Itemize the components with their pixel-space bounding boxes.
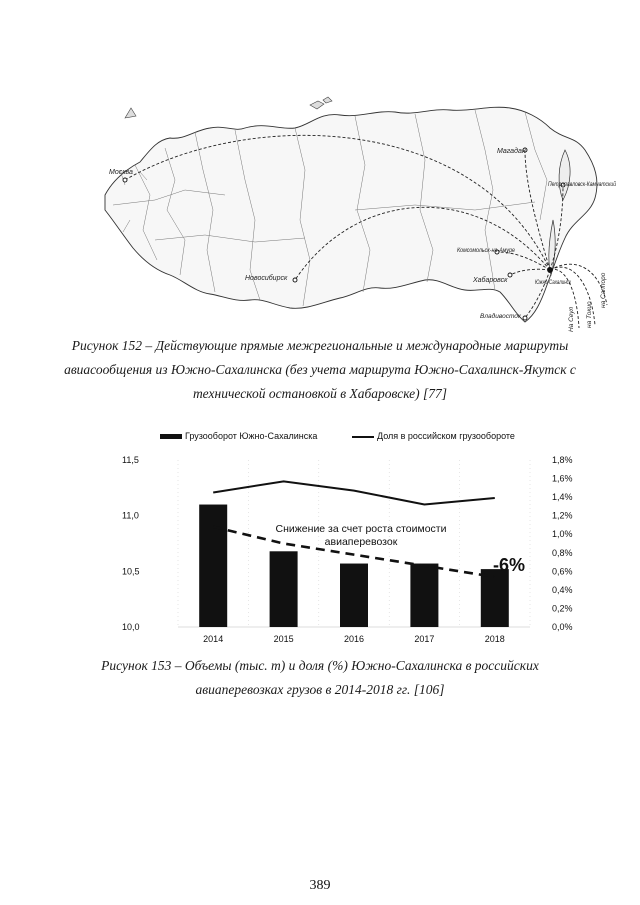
y-left-tick-label: 11,0 bbox=[122, 510, 139, 521]
y-right-tick-label: 1,2% bbox=[552, 510, 573, 521]
label-moscow: Москва bbox=[109, 169, 133, 176]
marker-moscow bbox=[123, 178, 127, 182]
marker-khabarovsk bbox=[508, 273, 512, 277]
arctic-islands bbox=[125, 97, 332, 118]
share-line bbox=[213, 481, 495, 504]
caption-line: Рисунок 153 – Объемы (тыс. т) и доля (%) Южно-Сахалинска в российских bbox=[101, 658, 539, 673]
y-left-tick-label: 11,5 bbox=[122, 455, 139, 465]
legend-bar-swatch bbox=[160, 434, 182, 439]
y-right-tick-label: 1,6% bbox=[552, 473, 573, 484]
route-map bbox=[95, 70, 636, 340]
x-tick-label: 2018 bbox=[484, 634, 505, 644]
y-right-tick-label: 0,0% bbox=[552, 622, 573, 632]
label-khabarovsk: Хабаровск bbox=[473, 277, 508, 284]
bar-2014 bbox=[199, 505, 227, 627]
label-vladivostok: Владивосток bbox=[480, 313, 521, 320]
legend-bar-label: Грузооборот Южно-Сахалинска bbox=[185, 431, 318, 441]
y-right-tick-label: 1,0% bbox=[552, 529, 573, 540]
caption-line: авиаперевозках грузов в 2014-2018 гг. [106] bbox=[195, 682, 445, 697]
label-novosibirsk: Новосибирск bbox=[245, 275, 288, 282]
caption-line: технической остановкой в Хабаровске) [77] bbox=[192, 386, 448, 401]
bar-2016 bbox=[340, 564, 368, 627]
caption-line: авиасообщения из Южно-Сахалинска (без учета маршрута Южно-Сахалинск-Якутск с bbox=[64, 362, 576, 377]
chart-annotation-line1: Снижение за счет роста стоимости bbox=[275, 523, 447, 535]
chart-change-label: -6% bbox=[493, 555, 526, 575]
bar-2015 bbox=[270, 551, 298, 627]
legend-line-swatch bbox=[352, 436, 374, 438]
y-right-tick-label: 0,4% bbox=[552, 584, 573, 595]
y-left-tick-label: 10,0 bbox=[122, 622, 140, 632]
caption-line: Рисунок 152 – Действующие прямые межрегиональные и международные маршруты bbox=[71, 338, 569, 353]
figure-153-caption bbox=[60, 654, 580, 702]
marker-novosibirsk bbox=[293, 278, 297, 282]
figure-152-caption bbox=[60, 334, 580, 406]
chart-annotation-line2: авиаперевозок bbox=[324, 536, 398, 548]
x-tick-label: 2017 bbox=[414, 634, 435, 644]
y-right-tick-label: 0,6% bbox=[552, 566, 573, 577]
page-number: 389 bbox=[309, 878, 331, 893]
bar-2017 bbox=[410, 564, 438, 627]
label-tokyo: на Токио bbox=[586, 301, 593, 328]
marker-yuzhno bbox=[548, 268, 553, 273]
legend-line-label: Доля в российском грузообороте bbox=[377, 431, 515, 441]
x-tick-label: 2015 bbox=[273, 634, 294, 644]
label-sapporo: на Саппоро bbox=[600, 272, 607, 308]
label-komsomolsk: Комсомольск-на-Амуре bbox=[457, 247, 516, 254]
label-magadan: Магадан bbox=[497, 148, 526, 155]
marker-vladivostok bbox=[523, 316, 527, 320]
y-right-tick-label: 1,4% bbox=[552, 492, 573, 503]
y-right-tick-label: 0,2% bbox=[552, 603, 573, 614]
y-right-tick-label: 1,8% bbox=[552, 455, 573, 465]
x-tick-label: 2016 bbox=[343, 634, 365, 644]
y-left-tick-label: 10,5 bbox=[122, 566, 140, 577]
label-yuzhno: Южно-Сахалинск bbox=[535, 280, 572, 286]
cargo-chart bbox=[100, 440, 590, 650]
label-seoul: На Сеул bbox=[568, 306, 575, 332]
y-right-tick-label: 0,8% bbox=[552, 547, 573, 558]
bar-2018 bbox=[481, 569, 509, 627]
russia-outline bbox=[105, 107, 597, 322]
label-petropavlovsk: Петропавловск-Камчатский bbox=[548, 181, 636, 188]
x-tick-label: 2014 bbox=[203, 634, 224, 644]
